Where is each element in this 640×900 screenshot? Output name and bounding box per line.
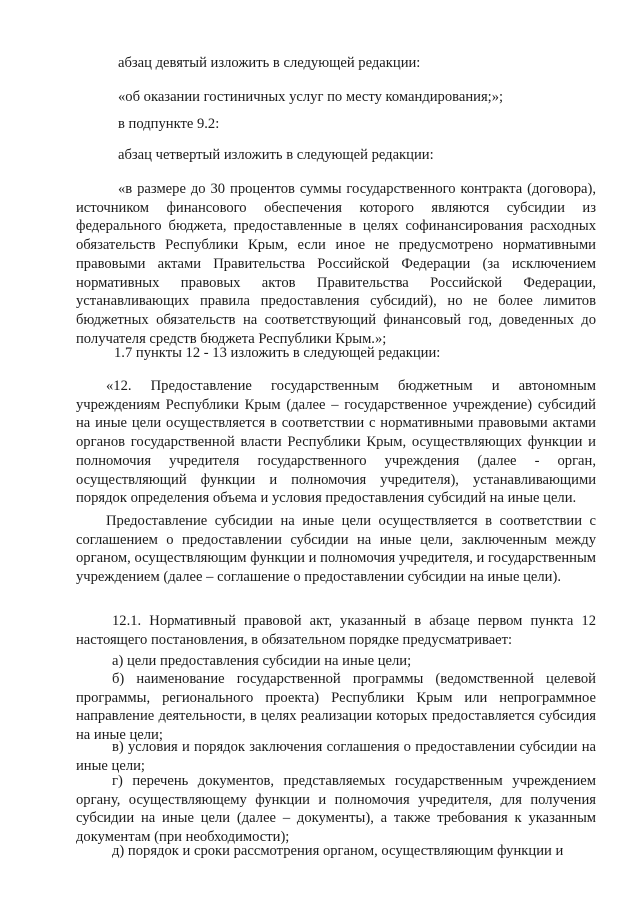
paragraph-point-12: «12. Предоставление государственным бюджетным и автономным учреждениям Республики Крым (далее – государственное учреждение) субсидий на иные цели осуществляется в соответствии с нормативными правовыми актами органов государственной власти Республики Крым, осуществляющих функции и полномочия учредителя государственного учреждения (далее - орган, осуществляющий функции и полномочия учредителя), устанавливающими порядок определения объема и условия предоставления субсидий на иные цели.: [76, 378, 596, 507]
list-item-g: г) перечень документов, представляемых государственным учреждением органу, осуществляющему функции и полномочия учредителя, для получения субсидии на иные цели (далее – документы), а также требования к указанным документам (при необходимости);: [76, 773, 596, 846]
paragraph-contract-amount: «в размере до 30 процентов суммы государственного контракта (договора), источником финансового обеспечения которого являются субсидии из федерального бюджета, предоставленные в целях софинансирования расходных обязательств Республики Крым, если иное не предусмотрено нормативными правовыми актами Правительства Российской Федерации (за исключением нормативных правовых актов Правительства Российской Федерации, устанавливающих правила предоставления субсидий), но не более лимитов бюджетных обязательств на соответствующий финансовый год, доведенных до получателя средств бюджета Республики Крым.»;: [76, 181, 596, 347]
list-item-b: б) наименование государственной программы (ведомственной целевой программы, регионального проекта) Республики Крым или непрограммное направление деятельности, в целях реализации которых предоставляется субсидия на иные цели;: [76, 671, 596, 744]
list-item-v: в) условия и порядок заключения соглашения о предоставлении субсидии на иные цели;: [76, 739, 596, 774]
paragraph-subpoint-9-2: в подпункте 9.2:: [118, 116, 220, 132]
paragraph-ninth-abzac: абзац девятый изложить в следующей редакции:: [118, 55, 421, 71]
paragraph-point-12-1: 12.1. Нормативный правовой акт, указанный в абзаце первом пункта 12 настоящего постановления, в обязательном порядке предусматривает:: [76, 613, 596, 648]
list-item-a: а) цели предоставления субсидии на иные цели;: [112, 653, 412, 669]
paragraph-fourth-abzac: абзац четвертый изложить в следующей редакции:: [118, 147, 434, 163]
paragraph-hotel-services: «об оказании гостиничных услуг по месту командирования;»;: [118, 89, 504, 105]
paragraph-points-12-13: 1.7 пункты 12 - 13 изложить в следующей редакции:: [114, 345, 441, 361]
paragraph-subsidy-agreement: Предоставление субсидии на иные цели осуществляется в соответствии с соглашением о предоставлении субсидии на иные цели, заключенным между органом, осуществляющим функции и полномочия учредителя, и государственным учреждением (далее – соглашение о предоставлении субсидии на иные цели).: [76, 513, 596, 586]
list-item-d: д) порядок и сроки рассмотрения органом, осуществляющим функции и: [112, 843, 564, 859]
